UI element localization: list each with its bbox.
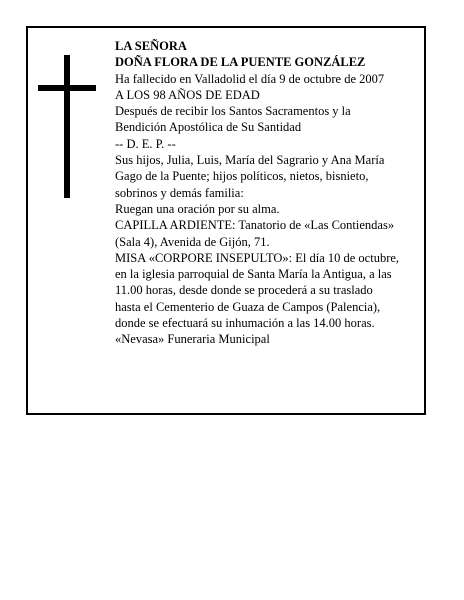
notice-line: CAPILLA ARDIENTE: Tanatorio de «Las Contiendas»	[115, 218, 395, 233]
deceased-name: DOÑA FLORA DE LA PUENTE GONZÁLEZ	[115, 55, 366, 70]
obituary-text	[115, 38, 425, 348]
notice-line: donde se efectuará su inhumación a las 14.00 horas.	[115, 316, 375, 331]
notice-line: (Sala 4), Avenida de Gijón, 71.	[115, 234, 270, 249]
notice-line: MISA «CORPORE INSEPULTO»: El día 10 de octubre,	[115, 250, 400, 265]
notice-line: Después de recibir los Santos Sacramentos y la	[115, 104, 351, 119]
notice-line: sobrinos y demás familia:	[115, 185, 244, 200]
notice-title: LA SEÑORA	[115, 39, 187, 53]
notice-line: Bendición Apostólica de Su Santidad	[115, 120, 302, 135]
notice-line: 11.00 horas, desde donde se procederá a su traslado	[115, 283, 373, 298]
cross-horizontal-bar	[38, 85, 96, 91]
notice-line: Ha fallecido en Valladolid el día 9 de octubre de 2007	[115, 71, 385, 86]
notice-line: Sus hijos, Julia, Luis, María del Sagrario y Ana María	[115, 153, 385, 168]
cross-vertical-bar	[64, 55, 70, 198]
notice-line: Ruegan una oración por su alma.	[115, 201, 280, 216]
notice-line: hasta el Cementerio de Guaza de Campos (Palencia),	[115, 299, 381, 314]
notice-line: en la iglesia parroquial de Santa María la Antigua, a las	[115, 267, 392, 282]
notice-line: «Nevasa» Funeraria Municipal	[115, 332, 270, 347]
notice-line: -- D. E. P. --	[115, 136, 176, 151]
notice-line: A LOS 98 AÑOS DE EDAD	[115, 87, 260, 102]
notice-line: Gago de la Puente; hijos políticos, nietos, bisnieto,	[115, 169, 369, 184]
